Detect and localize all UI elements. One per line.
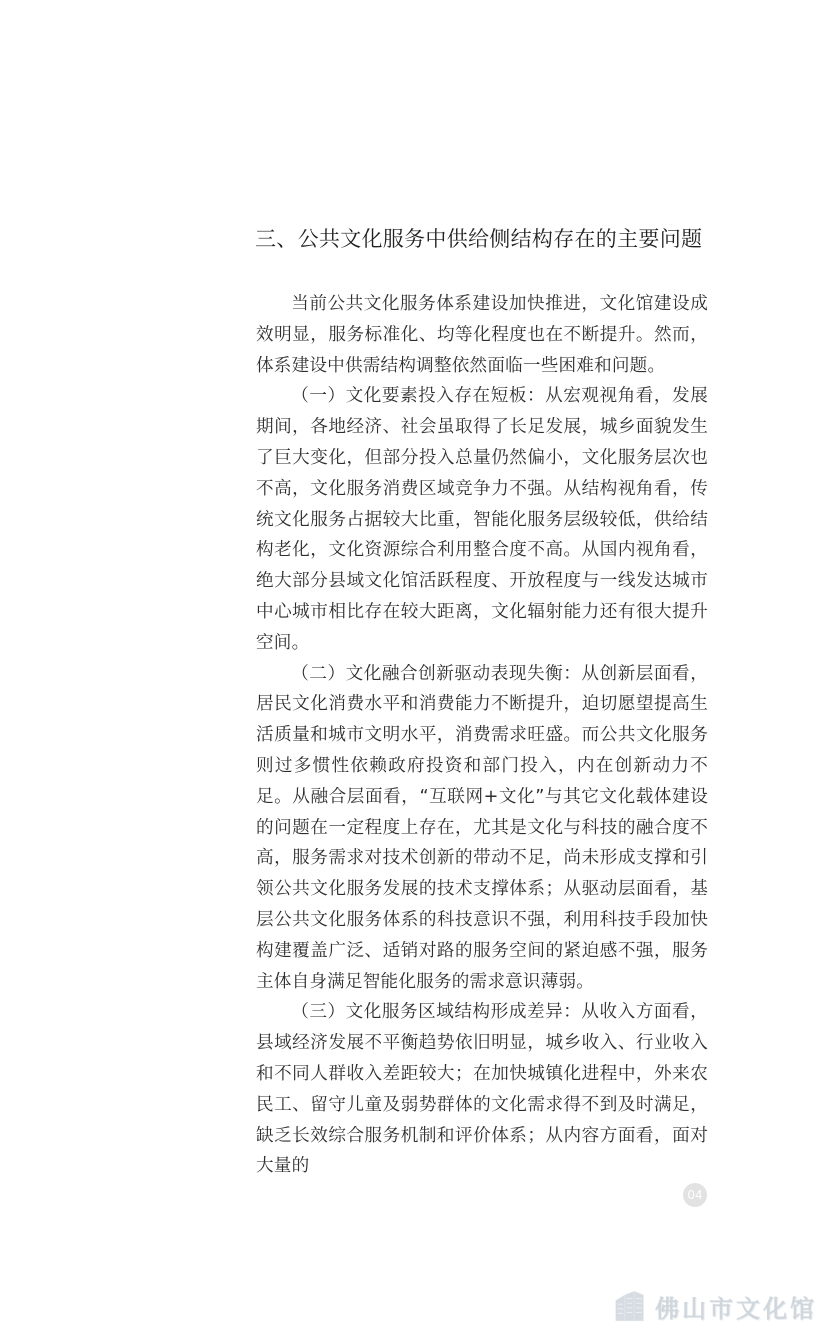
paragraph-intro: 当前公共文化服务体系建设加快推进，文化馆建设成效明显，服务标准化、均等化程度也在不断提升。然而，体系建设中供需结构调整依然面临一些困难和问题。 bbox=[256, 294, 708, 376]
paragraph-point-1: （一）文化要素投入存在短板：从宏观视角看，发展期间，各地经济、社会虽取得了长足发展，城乡面貌发生了巨大变化，但部分投入总量仍然偏小，文化服务层次也不高，文化服务消费区域竞争力不强。从结构视角看，传统文化服务占据较大比重，智能化服务层级较低，供给结构老化，文化资源综合利用整合度不高。从国内视角看，绝大部分县域文化馆活跃程度、开放程度与一线发达城市中心城市相比存在较大距离，文化辐射能力还有很大提升空间。 bbox=[256, 386, 708, 653]
building-logo-icon bbox=[612, 1286, 649, 1326]
watermark-text: 佛山市文化馆 bbox=[655, 1293, 817, 1323]
body-text bbox=[256, 289, 708, 1182]
paragraph-point-2: （二）文化融合创新驱动表现失衡：从创新层面看，居民文化消费水平和消费能力不断提升，迫切愿望提高生活质量和城市文明水平，消费需求旺盛。而公共文化服务则过多惯性依赖政府投资和部门投入，内在创新动力不足。从融合层面看，“互联网+文化”与其它文化载体建设的问题在一定程度上存在，尤其是文化与科技的融合度不高，服务需求对技术创新的带动不足，尚未形成支撑和引领公共文化服务发展的技术支撑体系；从驱动层面看，基层公共文化服务体系的科技意识不强，利用科技手段加快构建覆盖广泛、适销对路的服务空间的紧迫感不强，服务主体自身满足智能化服务的需求意识薄弱。 bbox=[256, 663, 708, 992]
section-heading: 三、公共文化服务中供给侧结构存在的主要问题 bbox=[255, 227, 703, 251]
watermark bbox=[612, 1285, 817, 1327]
paragraph-point-3: （三）文化服务区域结构形成差异：从收入方面看，县域经济发展不平衡趋势依旧明显，城乡收入、行业收入和不同人群收入差距较大；在加快城镇化进程中，外来农民工、留守儿童及弱势群体的文化需求得不到及时满足，缺乏长效综合服务机制和评价体系；从内容方面看，面对大量的 bbox=[256, 1002, 708, 1177]
page-number-badge: 04 bbox=[683, 1183, 707, 1207]
